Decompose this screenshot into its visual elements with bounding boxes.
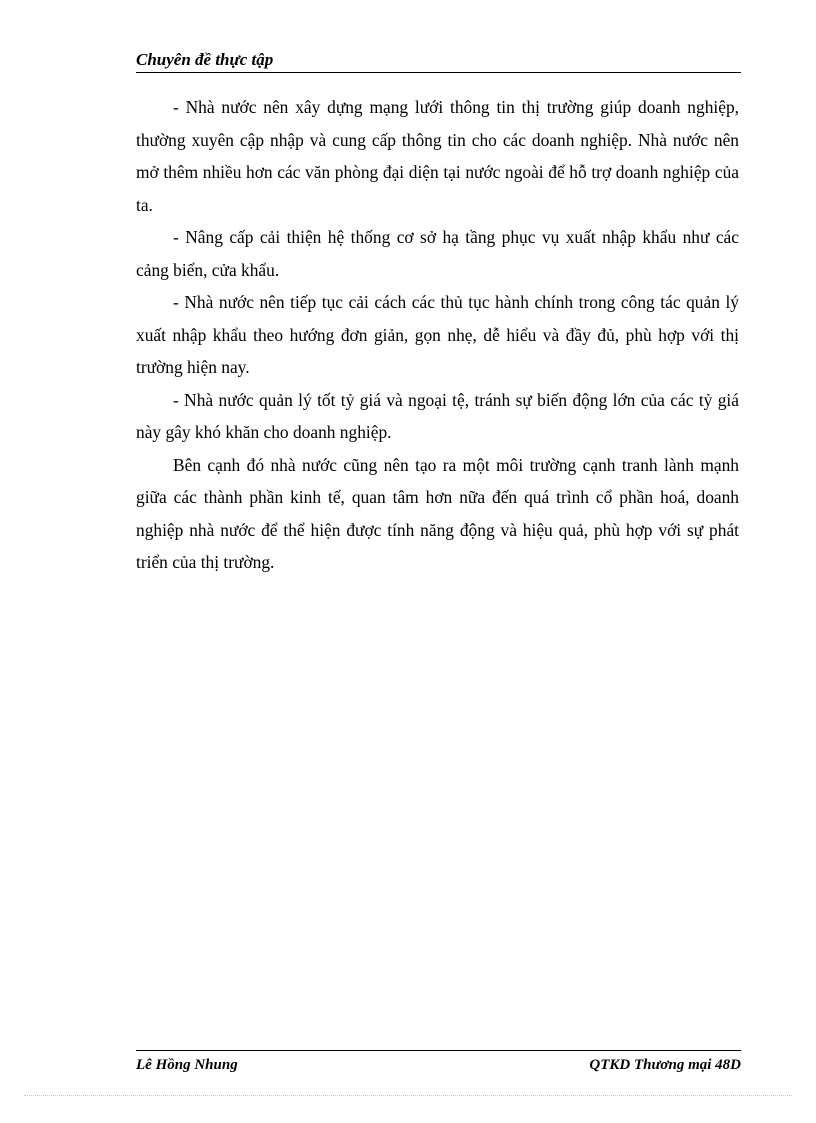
header-title: Chuyên đề thực tập xyxy=(136,50,274,69)
page-footer xyxy=(136,1050,741,1077)
paragraph-5: Bên cạnh đó nhà nước cũng nên tạo ra một môi trường cạnh tranh lành mạnh giữa các thành phần kinh tế, quan tâm hơn nữa đến quá trình cổ phần hoá, doanh nghiệp nhà nước để thể hiện được tính năng động và hiệu quả, phù hợp với sự phát triển của thị trường. xyxy=(136,454,739,572)
paragraph-1: - Nhà nước nên xây dựng mạng lưới thông tin thị trường giúp doanh nghiệp, thường xuyên cập nhập và cung cấp thông tin cho các doanh nghiệp. Nhà nước nên mở thêm nhiều hơn các văn phòng đại diện tại nước ngoài để hỗ trợ doanh nghiệp của ta. xyxy=(136,97,739,215)
page-edge-divider xyxy=(24,1095,792,1096)
page-header xyxy=(136,50,741,73)
footer-class: QTKD Thương mại 48D xyxy=(589,1057,741,1073)
footer-author: Lê Hồng Nhung xyxy=(136,1057,238,1073)
paragraph-2: - Nâng cấp cải thiện hệ thống cơ sở hạ tầng phục vụ xuất nhập khẩu như các cảng biển, cửa khẩu. xyxy=(136,227,739,280)
paragraph-3: - Nhà nước nên tiếp tục cải cách các thủ tục hành chính trong công tác quản lý xuất nhập khẩu theo hướng đơn giản, gọn nhẹ, dễ hiểu và đầy đủ, phù hợp với thị trường hiện nay. xyxy=(136,292,739,377)
body-text xyxy=(136,91,739,579)
paragraph-4: - Nhà nước quản lý tốt tỷ giá và ngoại tệ, tránh sự biến động lớn của các tỷ giá này gây khó khăn cho doanh nghiệp. xyxy=(136,389,739,442)
